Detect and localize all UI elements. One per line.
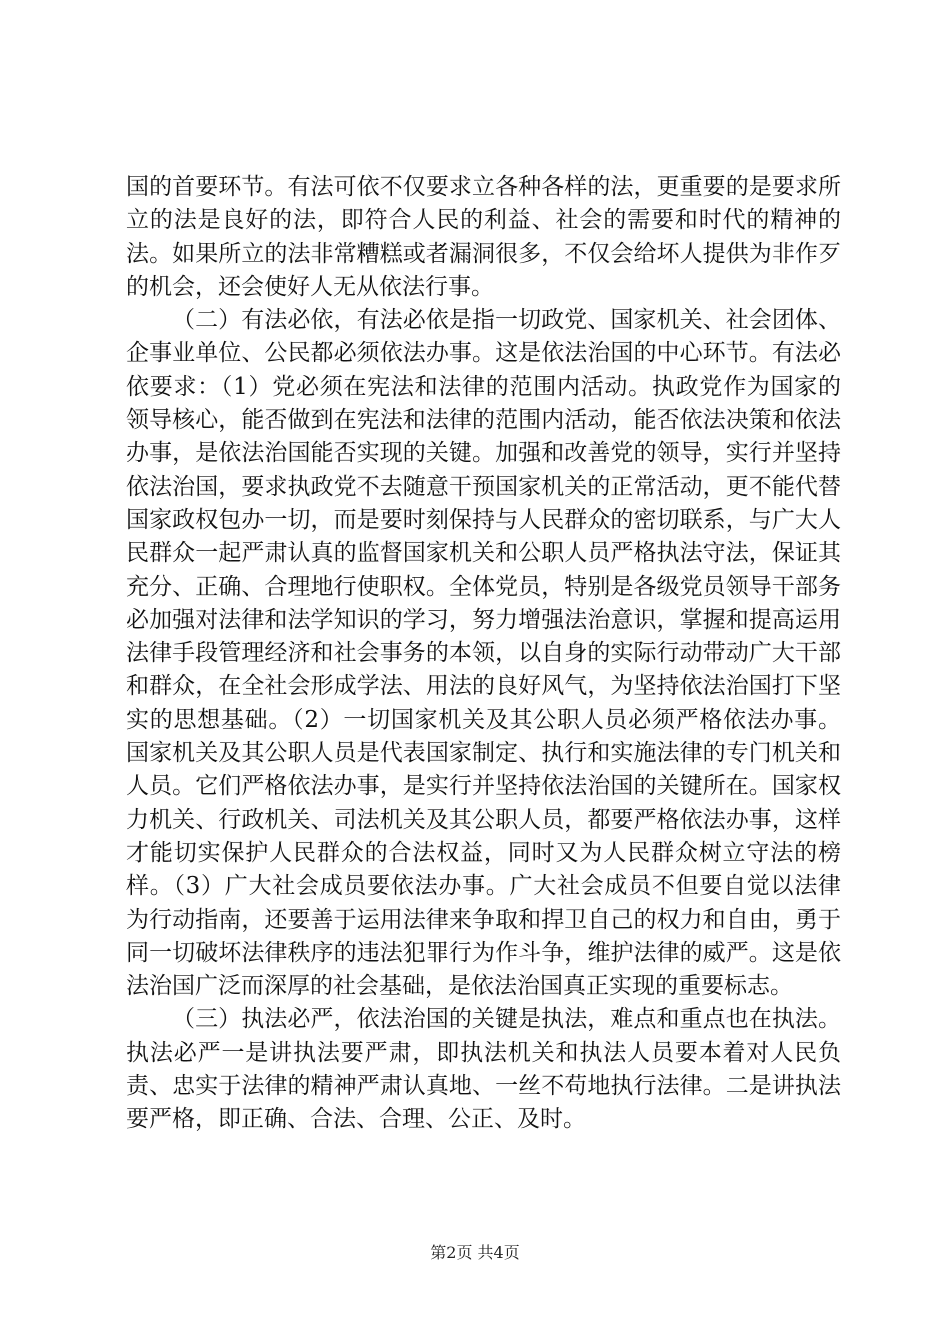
paragraph-section-three: （三）执法必严，依法治国的关键是执法，难点和重点也在执法。执法必严一是讲执法要严肃，即执法机关和执法人员要本着对人民负责、忠实于法律的精神严肃认真地、一丝不苟地执行法律。二是讲执法要严格，即正确、合法、合理、公正、及时。 bbox=[126, 1006, 841, 1133]
paragraph-section-two: （二）有法必依，有法必依是指一切政党、国家机关、社会团体、企事业单位、公民都必须依法办事。这是依法治国的中心环节。有法必依要求：（1）党必须在宪法和法律的范围内活动。执政党作为国家的领导核心，能否做到在宪法和法律的范围内活动，能否依法决策和依法办事，是依法治国能否实现的关键。加强和改善党的领导，实行并坚持依法治国，要求执政党不去随意干预国家机关的正常活动，更不能代替国家政权包办一切，而是要时刻保持与人民群众的密切联系，与广大人民群众一起严肃认真的监督国家机关和公职人员严格执法守法，保证其充分、正确、合理地行使职权。全体党员，特别是各级党员领导干部务必加强对法律和法学知识的学习，努力增强法治意识，掌握和提高运用法律手段管理经济和社会事务的本领，以自身的实际行动带动广大干部和群众，在全社会形成学法、用法的良好风气，为坚持依法治国打下坚实的思想基础。（2）一切国家机关及其公职人员必须严格依法办事。国家机关及其公职人员是代表国家制定、执行和实施法律的专门机关和人员。它们严格依法办事，是实行并坚持依法治国的关键所在。国家权力机关、行政机关、司法机关及其公职人员，都要严格依法办事，这样才能切实保护人民群众的合法权益，同时又为人民群众树立守法的榜样。（3）广大社会成员要依法办事。广大社会成员不但要自觉以法律为行动指南，还要善于运用法律来争取和捍卫自己的权力和自由，勇于同一切破坏法律秩序的违法犯罪行为作斗争，维护法律的威严。这是依法治国广泛而深厚的社会基础，是依法治国真正实现的重要标志。 bbox=[126, 307, 841, 1000]
document-body bbox=[126, 171, 841, 1137]
paragraph-continuation: 国的首要环节。有法可依不仅要求立各种各样的法，更重要的是要求所立的法是良好的法，即符合人民的利益、社会的需要和时代的精神的法。如果所立的法非常糟糕或者漏洞很多，不仅会给坏人提供为非作歹的机会，还会使好人无从依法行事。 bbox=[126, 174, 841, 300]
page-number-footer: 第2页 共4页 bbox=[430, 1243, 520, 1262]
